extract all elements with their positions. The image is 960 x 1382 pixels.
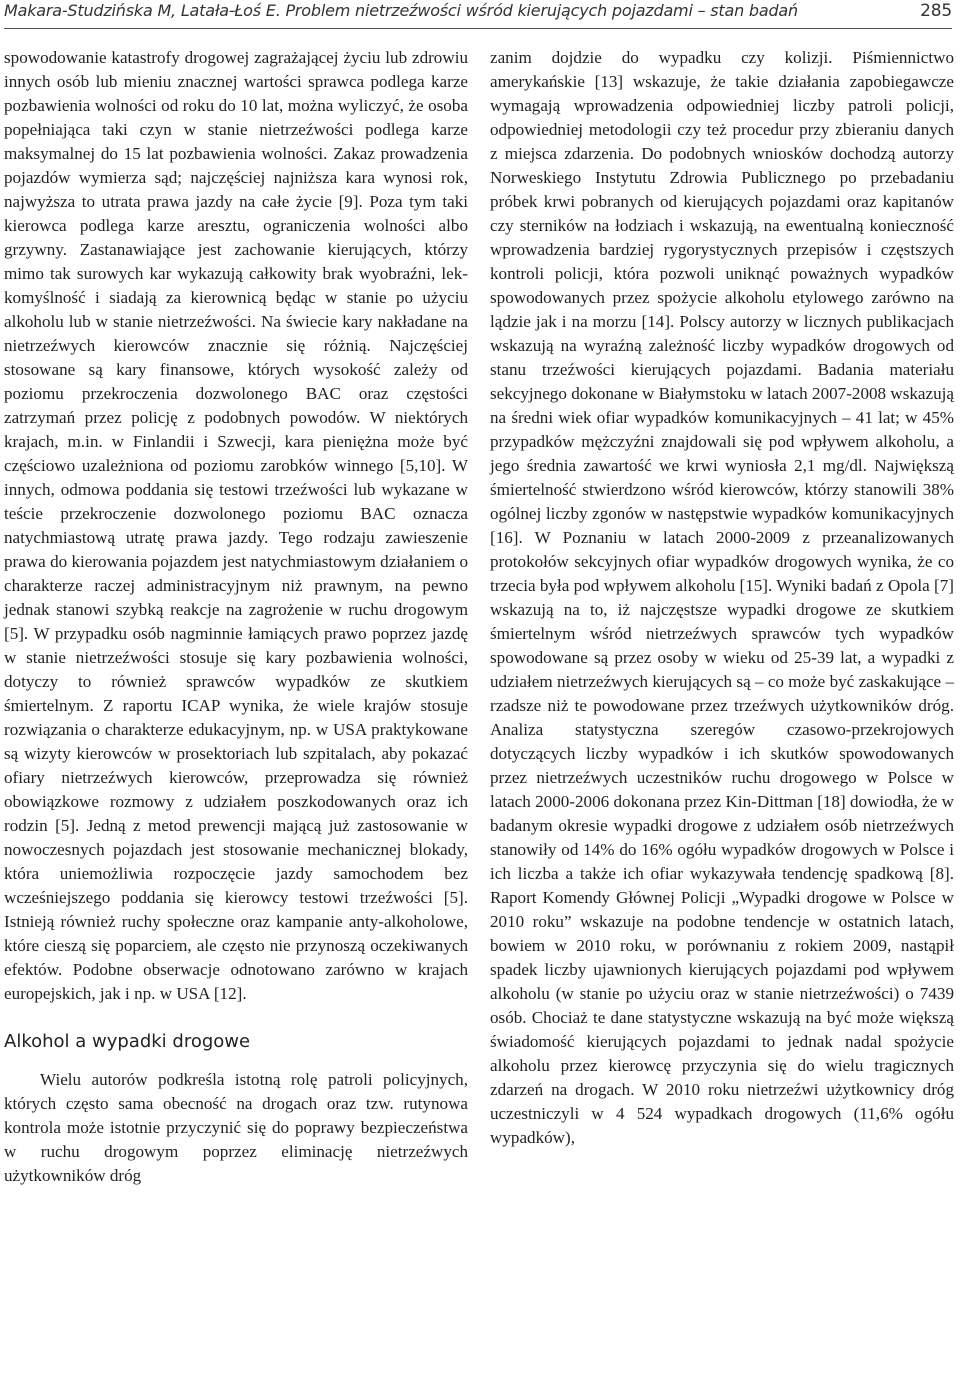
body-paragraph: zanim dojdzie do wypadku czy kolizji. Piśmiennictwo amerykańskie [13] wskazuje, że takie działania zapobiegawcze wymagają wprowadzenia odpowiedniej liczby patroli policji, odpowiedniej metodologii czy też procedur przy zbieraniu danych z miejsca zdarzenia. Do podobnych wniosków dochodzą autorzy Norweskiego Instytutu Zdrowia Publicznego po przebadaniu próbek krwi pobranych od kierujących pojazdami oraz kapitanów czy sterników na łodziach i wskazują, na ewentualną konieczność wprowadzenia bardziej rygorystycznych przepisów i częstszych kontroli policji, która pozwoli uniknąć poważnych wypadków spowodowanych przez spożycie alkoholu etylowego zarówno na lądzie jak i na morzu [14]. Polscy autorzy w licznych publikacjach wskazują na wyraźną zależność liczby wypadków drogowych od stanu trzeźwości kierujących pojazdami. Badania materiału sekcyjnego dokonane w Białymstoku w latach 2007-2008 wskazują na średni wiek ofiar wypadków komunikacyjnych – 41 lat; w 45% przypadków mężczyźni znajdowali się pod wpływem alkoholu, a jego średnia zawartość we krwi wyniosła 2,1 mg/dl. Największą śmiertelność stwierdzono wśród kierowców, którzy stanowili 38% ogólnej liczby zgonów w następstwie wypadków komunikacyjnych [16]. W Poznaniu w latach 2000-2009 z przeanalizowanych protokołów sekcyjnych ofiar wypadków drogowych wynika, że co trzecia była pod wpływem alkoholu [15]. Wyniki badań z Opola [7] wskazują na to, iż najczęstsze wypadki drogowe ze skutkiem śmiertelnym wśród nietrzeźwych sprawców tych wypadków spowodowane są przez osoby w wieku od 25-39 lat, a wypadki z udziałem nietrzeźwych kierujących są – co może być zaskakujące – rzadsze niż te powodowane przez trzeźwych użytkowników dróg. Analiza statystyczna szeregów czasowo-przekrojowych dotyczących liczby wypadków i ich skutków spowodowanych przez nietrzeźwych uczestników ruchu drogowego w Polsce w latach 2000-2006 dokonana przez Kin-Dittman [18] dowiodła, że w badanym okresie wypadki drogowe z udziałem osób nietrzeźwych stanowiły od 14% do 16% ogółu wypadków drogowych w Polsce i ich liczba a także ich ofiar wykazywała tendencję spadkową [8]. Raport Komendy Głównej Policji „Wypadki drogowe w Polsce w 2010 roku” wskazuje na podobne tendencje w ostatnich latach, bowiem w 2010 roku, w porównaniu z rokiem 2009, nastąpił spadek liczby ujawnionych kierujących pojazdami pod wpływem alkoholu (w stanie po użyciu oraz w stanie nietrzeźwości) o 7439 osób. Chociaż te dane statystyczne wskazują na być może większą świadomość kierujących pojazdami to jednak nadal spożycie alkoholu przez kierowcę przyczynia się do wielu tragicznych zdarzeń na drogach. W 2010 roku nietrzeźwi użytkownicy dróg uczestniczyli w 4 524 wypadkach drogowych (11,6% ogółu wypadków), (490, 48, 954, 1147)
right-column (490, 46, 954, 1150)
header-rule (4, 28, 952, 29)
left-column (4, 46, 468, 1188)
running-title: Makara-Studzińska M, Latała-Łoś E. Problem nietrzeźwości wśród kierujących pojazdami – stan badań (4, 1, 798, 20)
body-paragraph: spowodowanie katastrofy drogowej zagrażającej życiu lub zdrowiu innych osób lub mieniu znacznej wartości sprawca podlega karze pozbawienia wolności od roku do 10 lat, można wyliczyć, że osoba popełniająca taki czyn w stanie nietrzeźwości podlega karze maksymalnej do 15 lat pozbawienia wolności. Zakaz prowadzenia pojazdów wymierza sąd; najczęściej najniższa kara wynosi rok, najwyższa to utrata prawa jazdy na całe życie [9]. Poza tym taki kierowca podlega karze aresztu, ograniczenia wolności albo grzywny. Zastanawiające jest zachowanie kierujących, którzy mimo tak surowych kar wykazują całkowity brak wyobraźni, lekkomyślność i siadają za kierownicą będąc w stanie po użyciu alkoholu lub w stanie nietrzeźwości. Na świecie kary nakładane na nietrzeźwych kierowców znacznie się różnią. Najczęściej stosowane są kary finansowe, których wysokość zależy od poziomu przekroczenia dozwolonego BAC oraz częstości zatrzymań przez policję z podobnych powodów. W niektórych krajach, m.in. w Finlandii i Szwecji, kara pieniężna może być częściowo uzależniona od poziomu zarobków winnego [5,10]. W innych, odmowa poddania się testowi trzeźwości lub wykazane w teście przekroczenie dozwolonego poziomu BAC oznacza natychmiastową utratę prawa jazdy. Tego rodzaju zawieszenie prawa do kierowania pojazdem jest natychmiastowym działaniem o charakterze raczej administracyjnym niż prawnym, na pewno jednak stanowi szybką reakcje na zagrożenie w ruchu drogowym [5]. W przypadku osób nagminnie łamiących prawo poprzez jazdę w stanie nietrzeźwości stosuje się kary pozbawienia wolności, dotyczy to również sprawców wypadków ze skutkiem śmiertelnym. Z raportu ICAP wynika, że wiele krajów stosuje rozwiązania o charakterze edukacyjnym, np. w USA praktykowane są wizyty kierowców w prosektoriach lub szpitalach, aby pokazać ofiary nietrzeźwych kierowców, przeprowadza się również obowiązkowe rozmowy z udziałem poszkodowanych oraz ich rodzin [5]. Jedną z metod prewencji mającą już zastosowanie w nowoczesnych pojazdach jest stosowanie mechanicznej blokady, która uniemożliwia rozpoczęcie jazdy samochodem bez wcześniejszego poddania się kierowcy testowi trzeźwości [5]. Istnieją również ruchy społeczne oraz kampanie anty-alkoholowe, które cieszą się poparciem, ale często nie przynoszą oczekiwanych efektów. Podobne obserwacje odnotowano zarówno w krajach europejskich, jak i np. w USA [12]. (4, 48, 468, 1003)
section-heading: Alkohol a wypadki drogowe (4, 1031, 251, 1052)
running-header (4, 0, 952, 40)
page-number: 285 (920, 1, 952, 21)
body-paragraph: Wielu autorów podkreśla istotną rolę patroli policyjnych, których często sama obecność na drogach oraz tzw. rutynowa kontrola może istotnie przyczynić się do poprawy bezpieczeństwa w ruchu drogowym poprzez eliminację nietrzeźwych użytkowników dróg (4, 1070, 468, 1185)
